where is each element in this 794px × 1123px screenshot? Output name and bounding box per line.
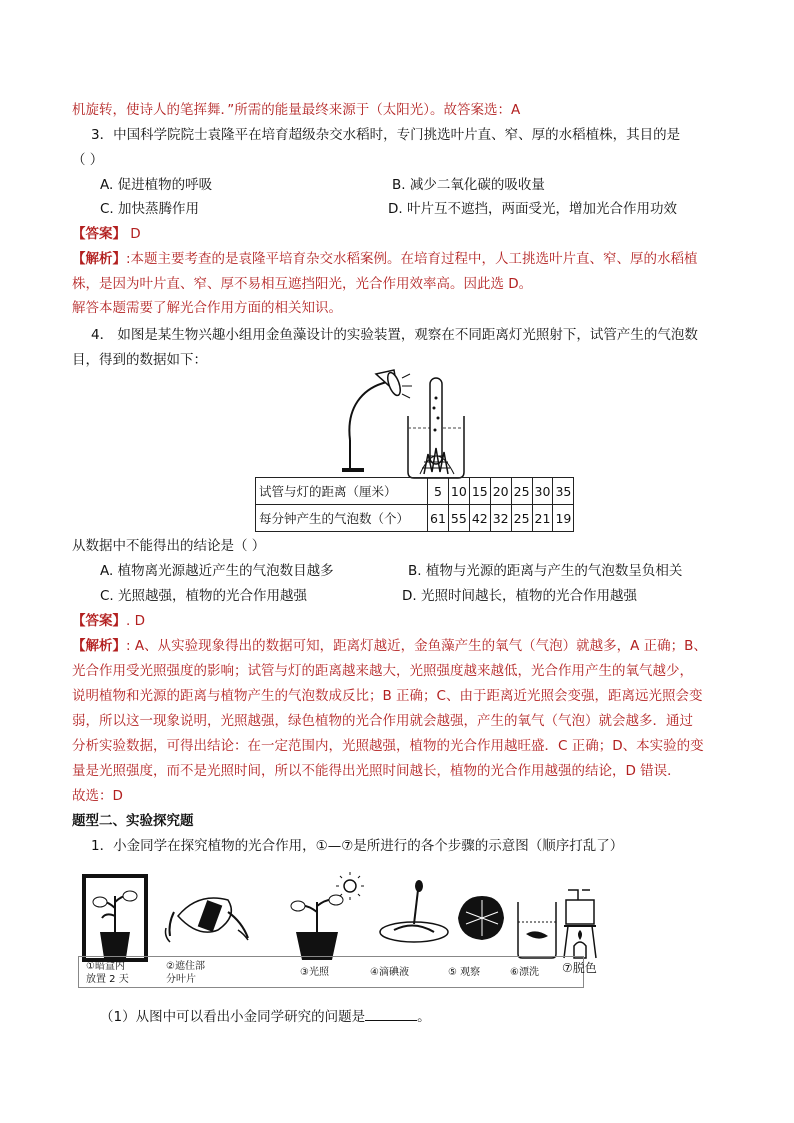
table-cell: 5 <box>428 478 449 505</box>
q4-analysis-line4: 弱，所以这一现象说明，光照越强，绿色植物的光合作用就会越强，产生的氧气（气泡）就会越多．通过 <box>72 713 693 729</box>
q3-analysis-line1 <box>72 249 698 269</box>
table-cell: 42 <box>469 505 490 532</box>
q4-analysis-label: 【解析】 <box>72 638 126 654</box>
q2-answer-tail: 机旋转，使诗人的笔挥舞．”所需的能量最终来源于（太阳光）。故答案选：A <box>72 102 521 118</box>
q3-analysis-label: 【解析】 <box>72 251 126 267</box>
step-label-line: ②遮住部 <box>166 961 205 972</box>
step6-label: ⑥漂洗 <box>510 967 539 978</box>
q4-answer <box>72 611 145 631</box>
rinse-beaker-step-illustration <box>518 902 556 958</box>
q3-answer-value: D <box>126 226 141 242</box>
q3-option-c: C. 加快蒸腾作用 <box>100 201 200 217</box>
table-cell: 20 <box>490 478 511 505</box>
table-row-label: 每分钟产生的气泡数（个） <box>256 505 428 532</box>
table-cell: 61 <box>428 505 449 532</box>
observe-leaf-step-illustration <box>458 896 504 940</box>
table-row-distance <box>256 478 574 505</box>
step-label-line: ①暗盒内 <box>86 961 125 972</box>
section2-q1-stem: 1．小金同学在探究植物的光合作用，①—⑦是所进行的各个步骤的示意图（顺序打乱了） <box>91 838 624 854</box>
step5-label: ⑤ 观察 <box>448 967 481 978</box>
step4-label: ④滴碘液 <box>370 967 409 978</box>
step2-label <box>166 960 205 986</box>
q4-option-b: B. 植物与光源的距离与产生的气泡数呈负相关 <box>408 563 683 579</box>
iodine-dropper-step-illustration <box>380 880 448 942</box>
table-cell: 19 <box>553 505 574 532</box>
q4-stem-line2: 目，得到的数据如下： <box>72 352 207 368</box>
q4-analysis-line3: 说明植物和光源的距离与植物产生的气泡数成反比；B 正确；C、由于距离近光照会变强，距离远光照会变 <box>72 688 703 704</box>
table-cell: 25 <box>511 478 532 505</box>
step-label-line: 分叶片 <box>166 974 196 985</box>
q3-option-a: A. 促进植物的呼吸 <box>100 177 213 193</box>
step7-label: ⑦脱色 <box>562 961 597 975</box>
table-cell: 10 <box>448 478 469 505</box>
q3-option-d: D. 叶片互不遮挡，两面受光，增加光合作用功效 <box>388 201 677 217</box>
q3-analysis-line2: 株，是因为叶片直、窄、厚不易相互遮挡阳光，光合作用效率高。因此选 D。 <box>72 276 533 292</box>
q4-analysis-line1 <box>72 636 707 656</box>
q4-option-c: C. 光照越强，植物的光合作用越强 <box>100 588 308 604</box>
q4-analysis-line7: 故选：D <box>72 788 123 804</box>
q3-option-b: B. 减少二氧化碳的吸收量 <box>392 177 545 193</box>
table-cell: 15 <box>469 478 490 505</box>
table-row-label: 试管与灯的距离（厘米） <box>256 478 428 505</box>
table-cell: 30 <box>532 478 553 505</box>
lamp-beaker-apparatus-figure <box>332 368 474 480</box>
q4-question: 从数据中不能得出的结论是（ ） <box>72 538 266 554</box>
step3-label: ③光照 <box>300 967 329 978</box>
lamp-base <box>342 468 364 472</box>
q4-analysis-text1: : A、从实验现象得出的数据可知，距离灯越近，金鱼藻产生的氧气（气泡）就越多，A 正确；B、 <box>126 638 707 654</box>
q4-analysis-line2: 光合作用受光照强度的影响；试管与灯的距离越来越大，光照强度越来越低，光合作用产生的氧气越少， <box>72 663 693 679</box>
q4-option-d: D. 光照时间越长，植物的光合作用越强 <box>402 588 637 604</box>
table-cell: 35 <box>553 478 574 505</box>
q4-data-table <box>255 477 574 532</box>
q4-answer-value: . D <box>126 613 145 629</box>
q3-stem-line1: 3．中国科学院院士袁隆平在培育超级杂交水稻时，专门挑选叶片直、窄、厚的水稻植株，其目的是 <box>91 127 681 143</box>
q4-answer-label: 【答案】 <box>72 613 126 629</box>
table-cell: 55 <box>448 505 469 532</box>
experiment-steps-figure <box>78 872 598 964</box>
table-cell: 25 <box>511 505 532 532</box>
q4-analysis-line6: 量是光照强度，而不是光照时间，所以不能得出光照时间越长，植物的光合作用越强的结论，D 错误． <box>72 763 681 779</box>
table-cell: 21 <box>532 505 553 532</box>
sub1-end: 。 <box>417 1009 431 1025</box>
sunlight-step-illustration <box>291 872 364 960</box>
sub1-text: （1）从图中可以看出小金同学研究的问题是 <box>100 1009 366 1025</box>
q4-analysis-line5: 分析实验数据，可得出结论：在一定范围内，光照越强，植物的光合作用越旺盛．C 正确；D、本实验的变 <box>72 738 704 754</box>
section2-sub1 <box>100 1006 431 1027</box>
dark-box-step-illustration <box>84 876 146 960</box>
section-title: 题型二、实验探究题 <box>72 813 194 829</box>
q4-option-a: A. 植物离光源越近产生的气泡数目越多 <box>100 563 334 579</box>
table-cell: 32 <box>490 505 511 532</box>
q3-analysis-text1: :本题主要考查的是袁隆平培育杂交水稻案例。在培育过程中，人工挑选叶片直、窄、厚的水稻植 <box>126 251 698 267</box>
q3-answer-label: 【答案】 <box>72 226 126 242</box>
table-row-bubbles <box>256 505 574 532</box>
cover-leaf-step-illustration <box>166 898 249 942</box>
answer-blank <box>365 1006 417 1021</box>
lamp-arm <box>349 382 387 440</box>
q3-answer <box>72 224 141 244</box>
step1-label <box>86 960 129 986</box>
decolorize-step-illustration <box>564 890 596 958</box>
q3-analysis-line3: 解答本题需要了解光合作用方面的相关知识。 <box>72 300 342 316</box>
q4-stem-line1: 4． 如图是某生物兴趣小组用金鱼藻设计的实验装置，观察在不同距离灯光照射下，试管产生的气泡数 <box>91 327 698 343</box>
steps-label-frame <box>78 956 584 988</box>
q3-stem-line2: （ ） <box>72 152 104 168</box>
step-label-line: 放置 2 天 <box>86 974 129 985</box>
